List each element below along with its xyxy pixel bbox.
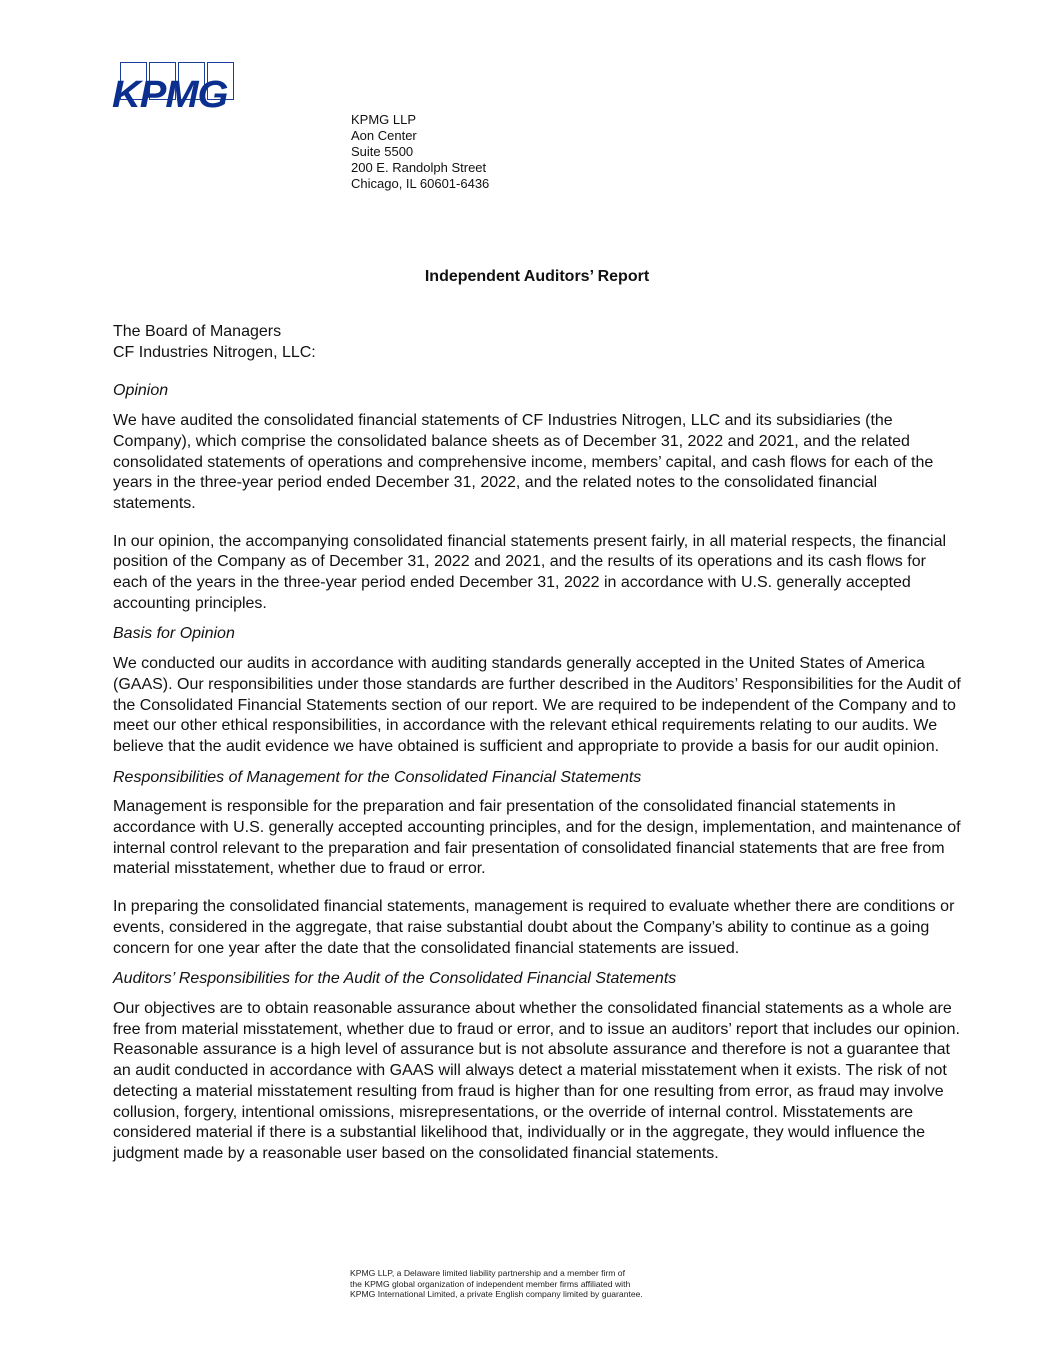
section-heading-management: Responsibilities of Management for the Consolidated Financial Statements xyxy=(113,768,642,786)
addressee-line: The Board of Managers xyxy=(113,323,282,340)
paragraph: Management is responsible for the preparation and fair presentation of the consolidated financial statements in accordance with U.S. generally accepted accounting principles, and for the design, implementation, and maintenance of internal control relevant to the preparation and fair presentation of consolidated financial statements that are free from material misstatement, whether due to fraud or error. xyxy=(113,798,961,878)
logo-wordmark: KPMG xyxy=(112,74,228,116)
kpmg-logo xyxy=(112,62,237,114)
firm-address xyxy=(351,112,489,192)
footer-line: KPMG LLP, a Delaware limited liability partnership and a member firm of xyxy=(350,1268,625,1278)
footer-line: the KPMG global organization of independent member firms affiliated with xyxy=(350,1278,631,1289)
addressee-line: CF Industries Nitrogen, LLC: xyxy=(113,343,316,361)
section-heading-basis: Basis for Opinion xyxy=(113,625,235,643)
address-line: Chicago, IL 60601-6436 xyxy=(351,176,490,191)
paragraph: We have audited the consolidated financial statements of CF Industries Nitrogen, LLC and its subsidiaries (the Company), which comprise the consolidated balance sheets as of December 31, 2022 and 2021, and the related consolidated statements of operations and comprehensive income, members’ capital, and cash flows for each of the years in the three-year period ended December 31, 2022, and the related notes to the consolidated financial statements. xyxy=(113,412,934,512)
paragraph: Our objectives are to obtain reasonable assurance about whether the consolidated financial statements as a whole are free from material misstatement, whether due to fraud or error, and to issue an auditors’ report that includes our opinion. Reasonable assurance is a high level of assurance but is not absolute assurance and therefore is not a guarantee that an audit conducted in accordance with GAAS will always detect a material misstatement when it exists. The risk of not detecting a material misstatement resulting from fraud is higher than for one resulting from error, as fraud may involve collusion, forgery, intentional omissions, misrepresentations, or the override of internal control. Misstatements are considered material if there is a substantial likelihood that, individually or in the aggregate, they would influence the judgment made by a reasonable user based on the consolidated financial statements. xyxy=(113,999,960,1162)
paragraph: We conducted our audits in accordance with auditing standards generally accepted in the United States of America (GAAS). Our responsibilities under those standards are further described in the Auditors’ Responsibilities for the Audit of the Consolidated Financial Statements section of our report. We are required to be independent of the Company and to meet our other ethical responsibilities, in accordance with the relevant ethical requirements relating to our audits. We believe that the audit evidence we have obtained is sufficient and appropriate to provide a basis for our audit opinion. xyxy=(113,655,961,755)
paragraph: In our opinion, the accompanying consolidated financial statements present fairly, in all material respects, the financial position of the Company as of December 31, 2022 and 2021, and the results of its operations and its cash flows for each of the years in the three-year period ended December 31, 2022 in accordance with U.S. generally accepted accounting principles. xyxy=(113,532,947,612)
report-title: Independent Auditors’ Report xyxy=(424,268,650,285)
address-line: 200 E. Randolph Street xyxy=(351,160,487,175)
paragraph: In preparing the consolidated financial statements, management is required to evaluate whether there are conditions or events, considered in the aggregate, that raise substantial doubt about the Company’s ability to continue as a going concern for one year after the date that the consolidated financial statements are issued. xyxy=(113,898,955,957)
section-heading-auditors: Auditors’ Responsibilities for the Audit of the Consolidated Financial Statements xyxy=(113,970,677,988)
footer-line: KPMG International Limited, a private English company limited by guarantee. xyxy=(350,1289,643,1300)
legal-footer xyxy=(350,1268,643,1300)
address-line: Aon Center xyxy=(351,128,417,143)
addressee xyxy=(113,322,963,363)
address-line: Suite 5500 xyxy=(351,144,414,159)
address-line: KPMG LLP xyxy=(351,112,417,127)
report-body xyxy=(113,322,963,1182)
section-heading-opinion: Opinion xyxy=(113,382,169,400)
